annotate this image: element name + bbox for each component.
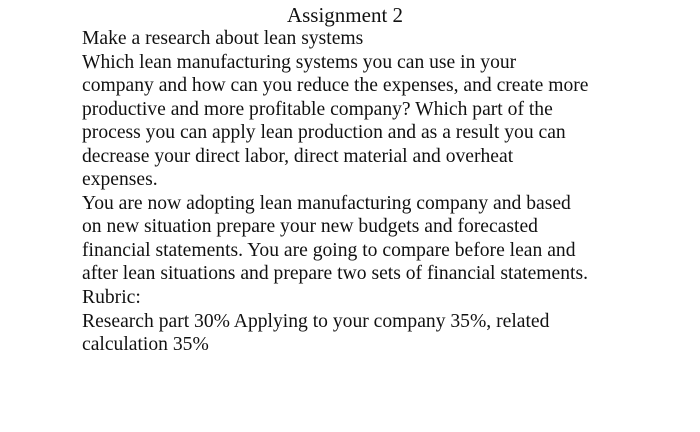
document-title: Assignment 2 (286, 3, 404, 27)
body-line: Make a research about lean systems (82, 28, 364, 49)
body-line: calculation 35% (82, 334, 209, 356)
body-line: company and how can you reduce the expenses, and create more (82, 75, 589, 97)
body-line: financial statements. You are going to compare before lean and (82, 239, 576, 261)
body-line: after lean situations and prepare two sets of financial statements. (82, 263, 588, 285)
body-line: You are now adopting lean manufacturing company and based (82, 192, 571, 214)
body-line: Research part 30% Applying to your company 35%, related (82, 310, 550, 332)
body-line: process you can apply lean production and as a result you can (82, 122, 566, 144)
document-body (82, 27, 682, 357)
body-line: decrease your direct labor, direct material and overheat (82, 145, 514, 167)
body-line: Which lean manufacturing systems you can use in your (82, 51, 517, 73)
body-line: Rubric: (82, 287, 141, 309)
body-line: productive and more profitable company? Which part of the (82, 98, 553, 120)
body-line: on new situation prepare your new budgets and forecasted (82, 216, 538, 238)
body-line: expenses. (82, 169, 158, 191)
